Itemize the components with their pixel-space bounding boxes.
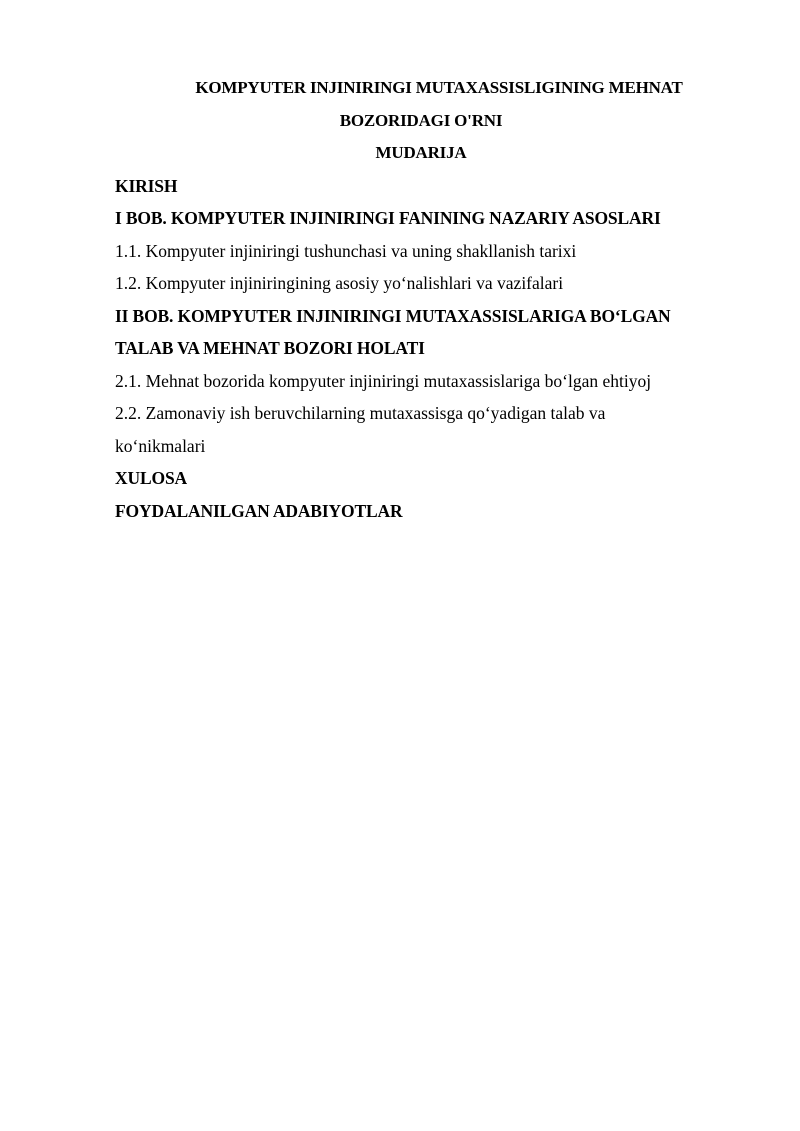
toc-item-chapter-2 <box>115 300 727 365</box>
contents-heading: MUDARIJA <box>375 143 467 162</box>
toc-item-introduction: KIRISH <box>115 175 178 196</box>
table-of-contents <box>115 170 727 528</box>
document-title-line-2: BOZORIDAGI O'RNI <box>339 110 503 130</box>
toc-item-chapter-1: I BOB. KOMPYUTER INJINIRINGI FANINING NAZARIY ASOSLARI <box>115 208 661 228</box>
toc-item-section-1-1: 1.1. Kompyuter injiniringi tushunchasi va uning shakllanish tarixi <box>115 240 577 261</box>
toc-item-section-2-2-line-1: 2.2. Zamonaviy ish beruvchilarning mutaxassisga qo‘yadigan talab va <box>115 403 606 423</box>
document-title-line-1: KOMPYUTER INJINIRINGI MUTAXASSISLIGINING MEHNAT <box>195 78 683 97</box>
toc-item-references: FOYDALANILGAN ADABIYOTLAR <box>115 500 403 521</box>
toc-item-chapter-2-line-1: II BOB. KOMPYUTER INJINIRINGI MUTAXASSISLARIGA BO‘LGAN <box>115 305 671 326</box>
toc-item-section-2-2 <box>115 397 727 462</box>
toc-item-conclusion: XULOSA <box>115 468 188 488</box>
toc-item-section-2-2-line-2: ko‘nikmalari <box>115 435 206 456</box>
toc-item-section-1-2: 1.2. Kompyuter injiniringining asosiy yo‘nalishlari va vazifalari <box>115 273 564 293</box>
document-page <box>115 72 727 527</box>
toc-item-chapter-2-line-2: TALAB VA MEHNAT BOZORI HOLATI <box>115 338 425 358</box>
toc-item-section-2-1: 2.1. Mehnat bozorida kompyuter injiniringi mutaxassislariga bo‘lgan ehtiyoj <box>115 370 652 391</box>
